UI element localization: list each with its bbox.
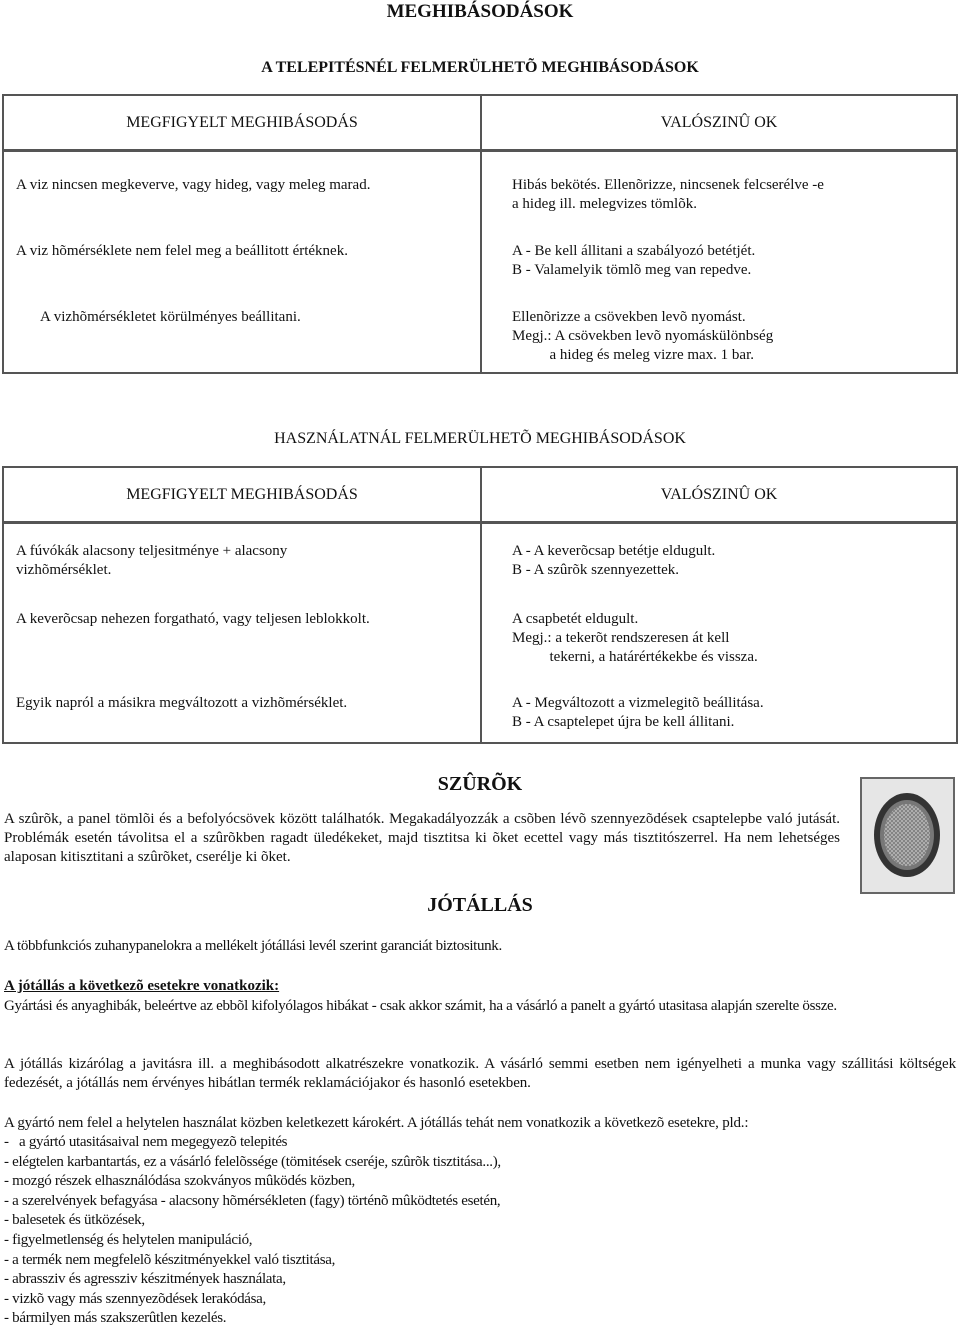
list-item: - bármilyen más szakszerûtlen kezelés.: [4, 1310, 227, 1327]
list-item: - a szerelvények befagyása - alacsony hõmérsékleten (fagy) történõ mûködtetés esetén,: [4, 1192, 501, 1209]
column-divider: [480, 96, 482, 372]
usage-col-cause-header: VALÓSZINÛ OK: [482, 468, 956, 524]
usage-fault-2: A keverõcsap nehezen forgatható, vagy teljesen leblokkolt.: [16, 611, 370, 627]
warranty-exclusion-list: [4, 1133, 501, 1329]
list-item: - a termék nem megfelelõ készitményekkel való tisztitása,: [4, 1251, 336, 1268]
install-col-cause-header: VALÓSZINÛ OK: [482, 96, 956, 152]
warranty-exclusions-intro: A gyártó nem felel a helytelen használat közben keletkezett károkért. A jótállás tehát nem vonatkozik a következõ esetekre, pld.:: [4, 1115, 749, 1131]
install-cause-1: Hibás bekötés. Ellenõrizze, nincsenek felcserélve -e a hideg ill. melegvizes tömlõk.: [512, 177, 824, 212]
usage-section-title: HASZNÁLATNÁL FELMERÜLHETÕ MEGHIBÁSODÁSOK: [274, 430, 686, 447]
install-fault-table: [2, 94, 958, 374]
install-cause-2: A - Be kell állitani a szabályozó betétjét. B - Valamelyik tömlõ meg van repedve.: [512, 243, 756, 278]
list-item: - figyelmetlenség és helytelen manipuláció,: [4, 1231, 253, 1248]
warranty-applies-heading: A jótállás a következõ esetekre vonatkozik:: [4, 978, 280, 994]
install-col-fault-header: MEGFIGYELT MEGHIBÁSODÁS: [4, 96, 480, 152]
filter-image: [860, 777, 955, 894]
filter-text: A szûrõk, a panel tömlõi és a befolyócsövek között találhatók. Megakadályozzák a csõben lévõ szennyezõdések csaptelepbe való jutását. Problémák esetén távolitsa el a szûrõkben ragadt üledékeket, majd tisztitsa ki õket ecettel vagy más tisztitószerrel. Ha nem lehetséges alaposan kitisztitani a szûrõket, cserélje ki õket.: [4, 811, 840, 865]
list-item: - elégtelen karbantartás, ez a vásárló felelõssége (tömitések cseréje, szûrõk tisztitása...),: [4, 1153, 501, 1170]
column-divider: [480, 468, 482, 742]
warranty-intro: A többfunkciós zuhanypanelokra a mellékelt jótállási levél szerint garanciát biztositunk.: [4, 938, 502, 954]
warranty-section-title: JÓTÁLLÁS: [427, 894, 533, 916]
usage-cause-3: A - Megváltozott a vizmelegitõ beállitása. B - A csaptelepet újra be kell állitani.: [512, 695, 764, 730]
usage-col-fault-header: MEGFIGYELT MEGHIBÁSODÁS: [4, 468, 480, 524]
usage-fault-table: [2, 466, 958, 744]
usage-cause-1: A - A keverõcsap betétje eldugult. B - A szûrõk szennyezettek.: [512, 543, 716, 578]
list-item: - balesetek és ütközések,: [4, 1212, 145, 1229]
list-item: - vizkõ vagy más szennyezõdések lerakódása,: [4, 1290, 266, 1307]
usage-fault-1: A fúvókák alacsony teljesitménye + alacsony vizhõmérséklet.: [16, 543, 288, 578]
page-heading: MEGHIBÁSODÁSOK: [386, 1, 574, 22]
filter-section-title: SZÛRÕK: [437, 773, 523, 795]
list-item: - mozgó részek elhasználódása szokványos mûködés közben,: [4, 1173, 356, 1190]
install-fault-1: A viz nincsen megkeverve, vagy hideg, vagy meleg marad.: [16, 177, 371, 193]
list-item: - a gyártó utasitásaival nem megegyezõ telepités: [4, 1134, 288, 1150]
usage-cause-2: A csapbetét eldugult. Megj.: a tekerõt rendszeresen át kell tekerni, a határértékekbe és vissza.: [512, 611, 758, 665]
warranty-repair-text: A jótállás kizárólag a javitásra ill. a meghibásodott alkatrészekre vonatkozik. A vásárló semmi esetben nem igényelheti a munka vagy szállitási költségek fedezését, a jótállás nem érvényes hibátlan termék reklamációjakor és hasonló esetekben.: [4, 1056, 956, 1091]
install-cause-3: Ellenõrizze a csövekben levõ nyomást. Megj.: A csövekben levõ nyomáskülönbség a hideg és meleg vizre max. 1 bar.: [512, 309, 774, 363]
install-fault-3: A vizhõmérsékletet körülményes beállitani.: [40, 309, 301, 325]
usage-fault-3: Egyik napról a másikra megváltozott a vizhõmérséklet.: [16, 695, 348, 711]
install-fault-2: A viz hõmérséklete nem felel meg a beállitott értéknek.: [16, 243, 348, 259]
install-section-title: A TELEPITÉSNÉL FELMERÜLHETÕ MEGHIBÁSODÁSOK: [261, 59, 699, 76]
filter-icon: [862, 779, 953, 892]
list-item: - abrassziv és agressziv készitmények használata,: [4, 1271, 286, 1288]
warranty-applies-text: Gyártási és anyaghibák, beleértve az ebbõl kifolyólagos hibákat - csak akkor számit, ha a vásárló a panelt a gyártó utasitasa alapján szerelte össze.: [4, 998, 837, 1014]
